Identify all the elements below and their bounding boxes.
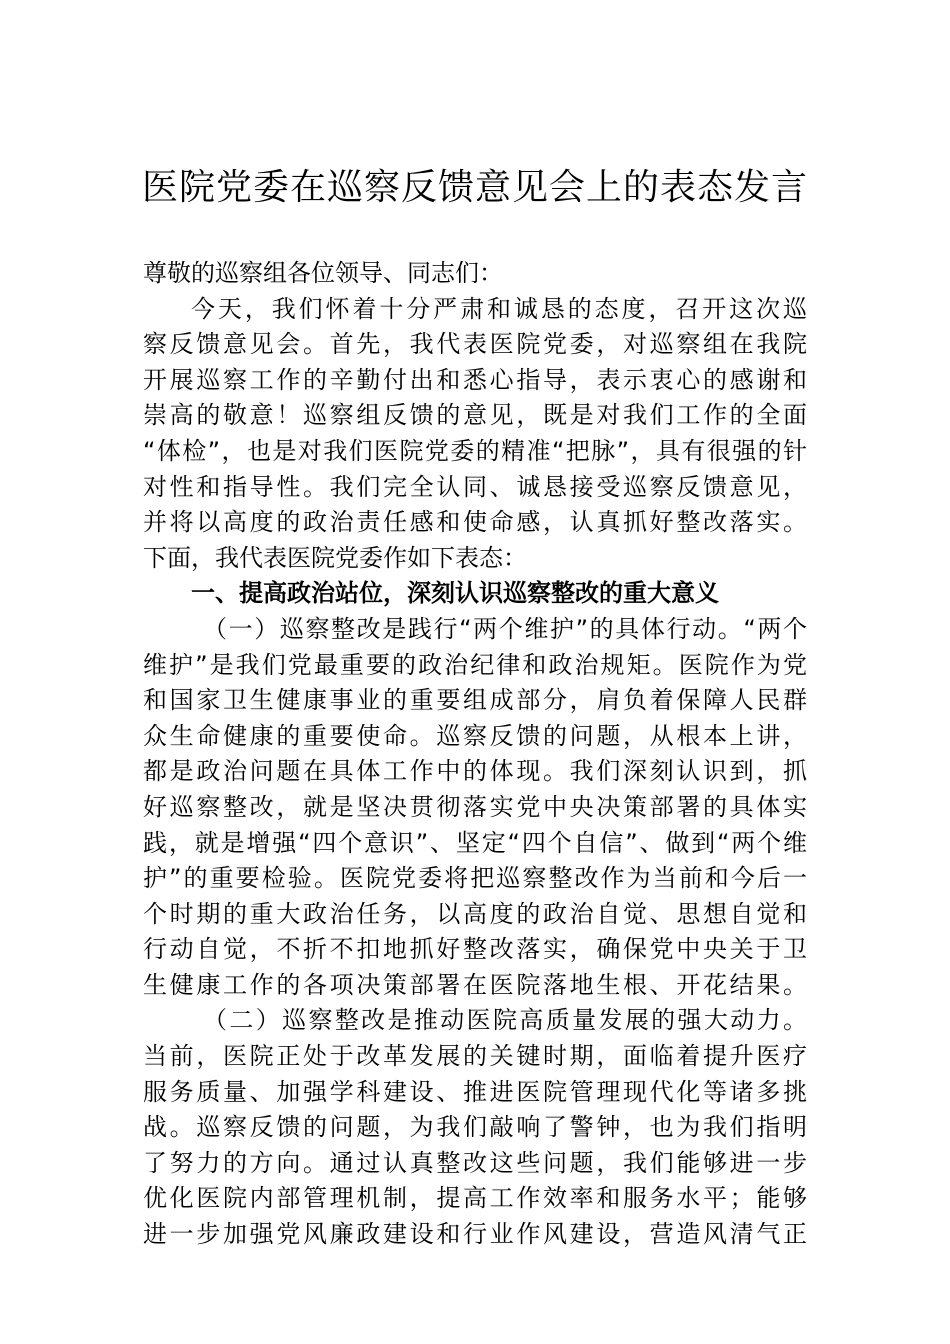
paragraph-line: 并将以高度的政治责任感和使命感，认真抓好整改落实。 — [143, 508, 807, 537]
paragraph-line: 了努力的方向。通过认真整改这些问题，我们能够进一步 — [143, 1148, 807, 1177]
paragraph-line: 战。巡察反馈的问题，为我们敲响了警钟，也为我们指明 — [143, 1113, 807, 1142]
paragraph-line: 个时期的重大政治任务，以高度的政治自觉、思想自觉和 — [143, 899, 807, 928]
paragraph-line: 维护”是我们党最重要的政治纪律和政治规矩。医院作为党 — [143, 650, 807, 679]
paragraph-line: 都是政治问题在具体工作中的体现。我们深刻认识到，抓 — [143, 757, 807, 786]
paragraph-line: 行动自觉，不折不扣地抓好整改落实，确保党中央关于卫 — [143, 935, 807, 964]
salutation-line: 尊敬的巡察组各位领导、同志们： — [143, 259, 503, 287]
paragraph-line: 好巡察整改，就是坚决贯彻落实党中央决策部署的具体实 — [143, 792, 807, 821]
paragraph-line: 当前，医院正处于改革发展的关键时期，面临着提升医疗 — [143, 1042, 807, 1071]
paragraph-line: 服务质量、加强学科建设、推进医院管理现代化等诸多挑 — [143, 1077, 807, 1106]
paragraph-line: 崇高的敬意！巡察组反馈的意见，既是对我们工作的全面 — [143, 401, 807, 430]
paragraph-line: 众生命健康的重要使命。巡察反馈的问题，从根本上讲， — [143, 721, 807, 750]
paragraph-line: 生健康工作的各项决策部署在医院落地生根、开花结果。 — [143, 970, 807, 999]
paragraph-line: 下面，我代表医院党委作如下表态： — [143, 543, 527, 572]
section-heading: 一、提高政治站位，深刻认识巡察整改的重大意义 — [191, 579, 719, 608]
paragraph-line: 今天，我们怀着十分严肃和诚恳的态度，召开这次巡 — [191, 294, 807, 323]
paragraph-line: （一）巡察整改是践行“两个维护”的具体行动。“两个 — [203, 614, 807, 643]
paragraph-line: 进一步加强党风廉政建设和行业作风建设，营造风清气正 — [143, 1220, 807, 1249]
paragraph-line: （二）巡察整改是推动医院高质量发展的强大动力。 — [203, 1006, 807, 1035]
document-title: 医院党委在巡察反馈意见会上的表态发言 — [141, 167, 808, 208]
paragraph-line: 优化医院内部管理机制，提高工作效率和服务水平；能够 — [143, 1184, 807, 1213]
document-body — [143, 256, 807, 1253]
paragraph-line: 开展巡察工作的辛勤付出和悉心指导，表示衷心的感谢和 — [143, 365, 807, 394]
paragraph-line: 对性和指导性。我们完全认同、诚恳接受巡察反馈意见， — [143, 472, 807, 501]
paragraph-line: 践，就是增强“四个意识”、坚定“四个自信”、做到“两个维 — [143, 828, 807, 857]
paragraph-line: “体检”，也是对我们医院党委的精准“把脉”，具有很强的针 — [143, 436, 807, 465]
paragraph-line: 察反馈意见会。首先，我代表医院党委，对巡察组在我院 — [143, 330, 807, 359]
paragraph-line: 护”的重要检验。医院党委将把巡察整改作为当前和今后一 — [143, 864, 807, 893]
paragraph-line: 和国家卫生健康事业的重要组成部分，肩负着保障人民群 — [143, 686, 807, 715]
